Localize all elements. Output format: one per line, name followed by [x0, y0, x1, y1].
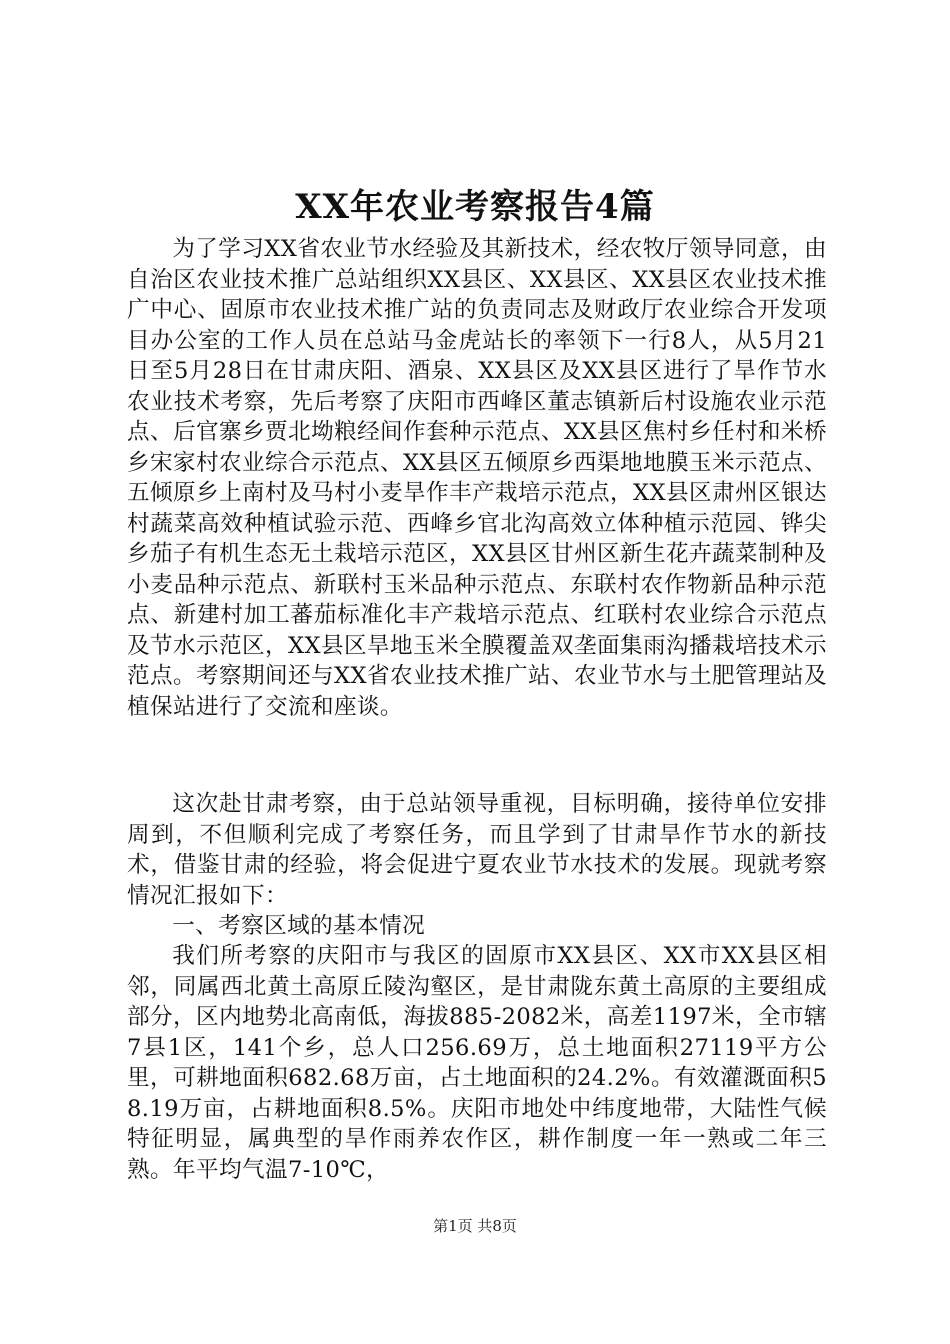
section-heading: 一、考察区域的基本情况 [172, 913, 426, 939]
paragraph-region-info: 我们所考察的庆阳市与我区的固原市XX县区、XX市XX县区相邻，同属西北黄土高原丘陵沟壑区，是甘肃陇东黄土高原的主要组成部分，区内地势北高南低，海拔885-2082米，高差1197米，全市辖7县1区，141个乡，总人口256.69万，总土地面积27119平方公里，可耕地面积682.68万亩，占土地面积的24.2%。有效灌溉面积58.19万亩，占耕地面积8.5%。庆阳市地处中纬度地带，大陆性气候特征明显，属典型的旱作雨养农作区，耕作制度一年一熟或二年三熟。年平均气温7-10℃， [127, 943, 827, 1183]
page-footer: 第1页 共8页 [433, 1217, 517, 1235]
paragraph-intro: 为了学习XX省农业节水经验及其新技术，经农牧厅领导同意，由自治区农业技术推广总站组织XX县区、XX县区、XX县区农业技术推广中心、固原市农业技术推广站的负责同志及财政厅农业综合开发项目办公室的工作人员在总站马金虎站长的率领下一行8人，从5月21日至5月28日在甘肃庆阳、酒泉、XX县区及XX县区进行了旱作节水农业技术考察，先后考察了庆阳市西峰区董志镇新后村设施农业示范点、后官寨乡贾北坳粮经间作套种示范点、XX县区焦村乡任村和米桥乡宋家村农业综合示范点、XX县区五倾原乡西渠地地膜玉米示范点、五倾原乡上南村及马村小麦旱作丰产栽培示范点，XX县区肃州区银达村蔬菜高效种植试验示范、西峰乡官北沟高效立体种植示范园、铧尖乡茄子有机生态无土栽培示范区，XX县区甘州区新生花卉蔬菜制种及小麦品种示范点、新联村玉米品种示范点、东联村农作物新品种示范点、新建村加工蕃茄标准化丰产栽培示范点、红联村农业综合示范点及节水示范区，XX县区旱地玉米全膜覆盖双垄面集雨沟播栽培技术示范点。考察期间还与XX省农业技术推广站、农业节水与土肥管理站及植保站进行了交流和座谈。 [127, 236, 827, 720]
paragraph-summary: 这次赴甘肃考察，由于总站领导重视，目标明确，接待单位安排周到，不但顺利完成了考察任务，而且学到了甘肃旱作节水的新技术，借鉴甘肃的经验，将会促进宁夏农业节水技术的发展。现就考察情况汇报如下： [127, 791, 827, 909]
document-title: XX年农业考察报告4篇 [295, 187, 655, 227]
